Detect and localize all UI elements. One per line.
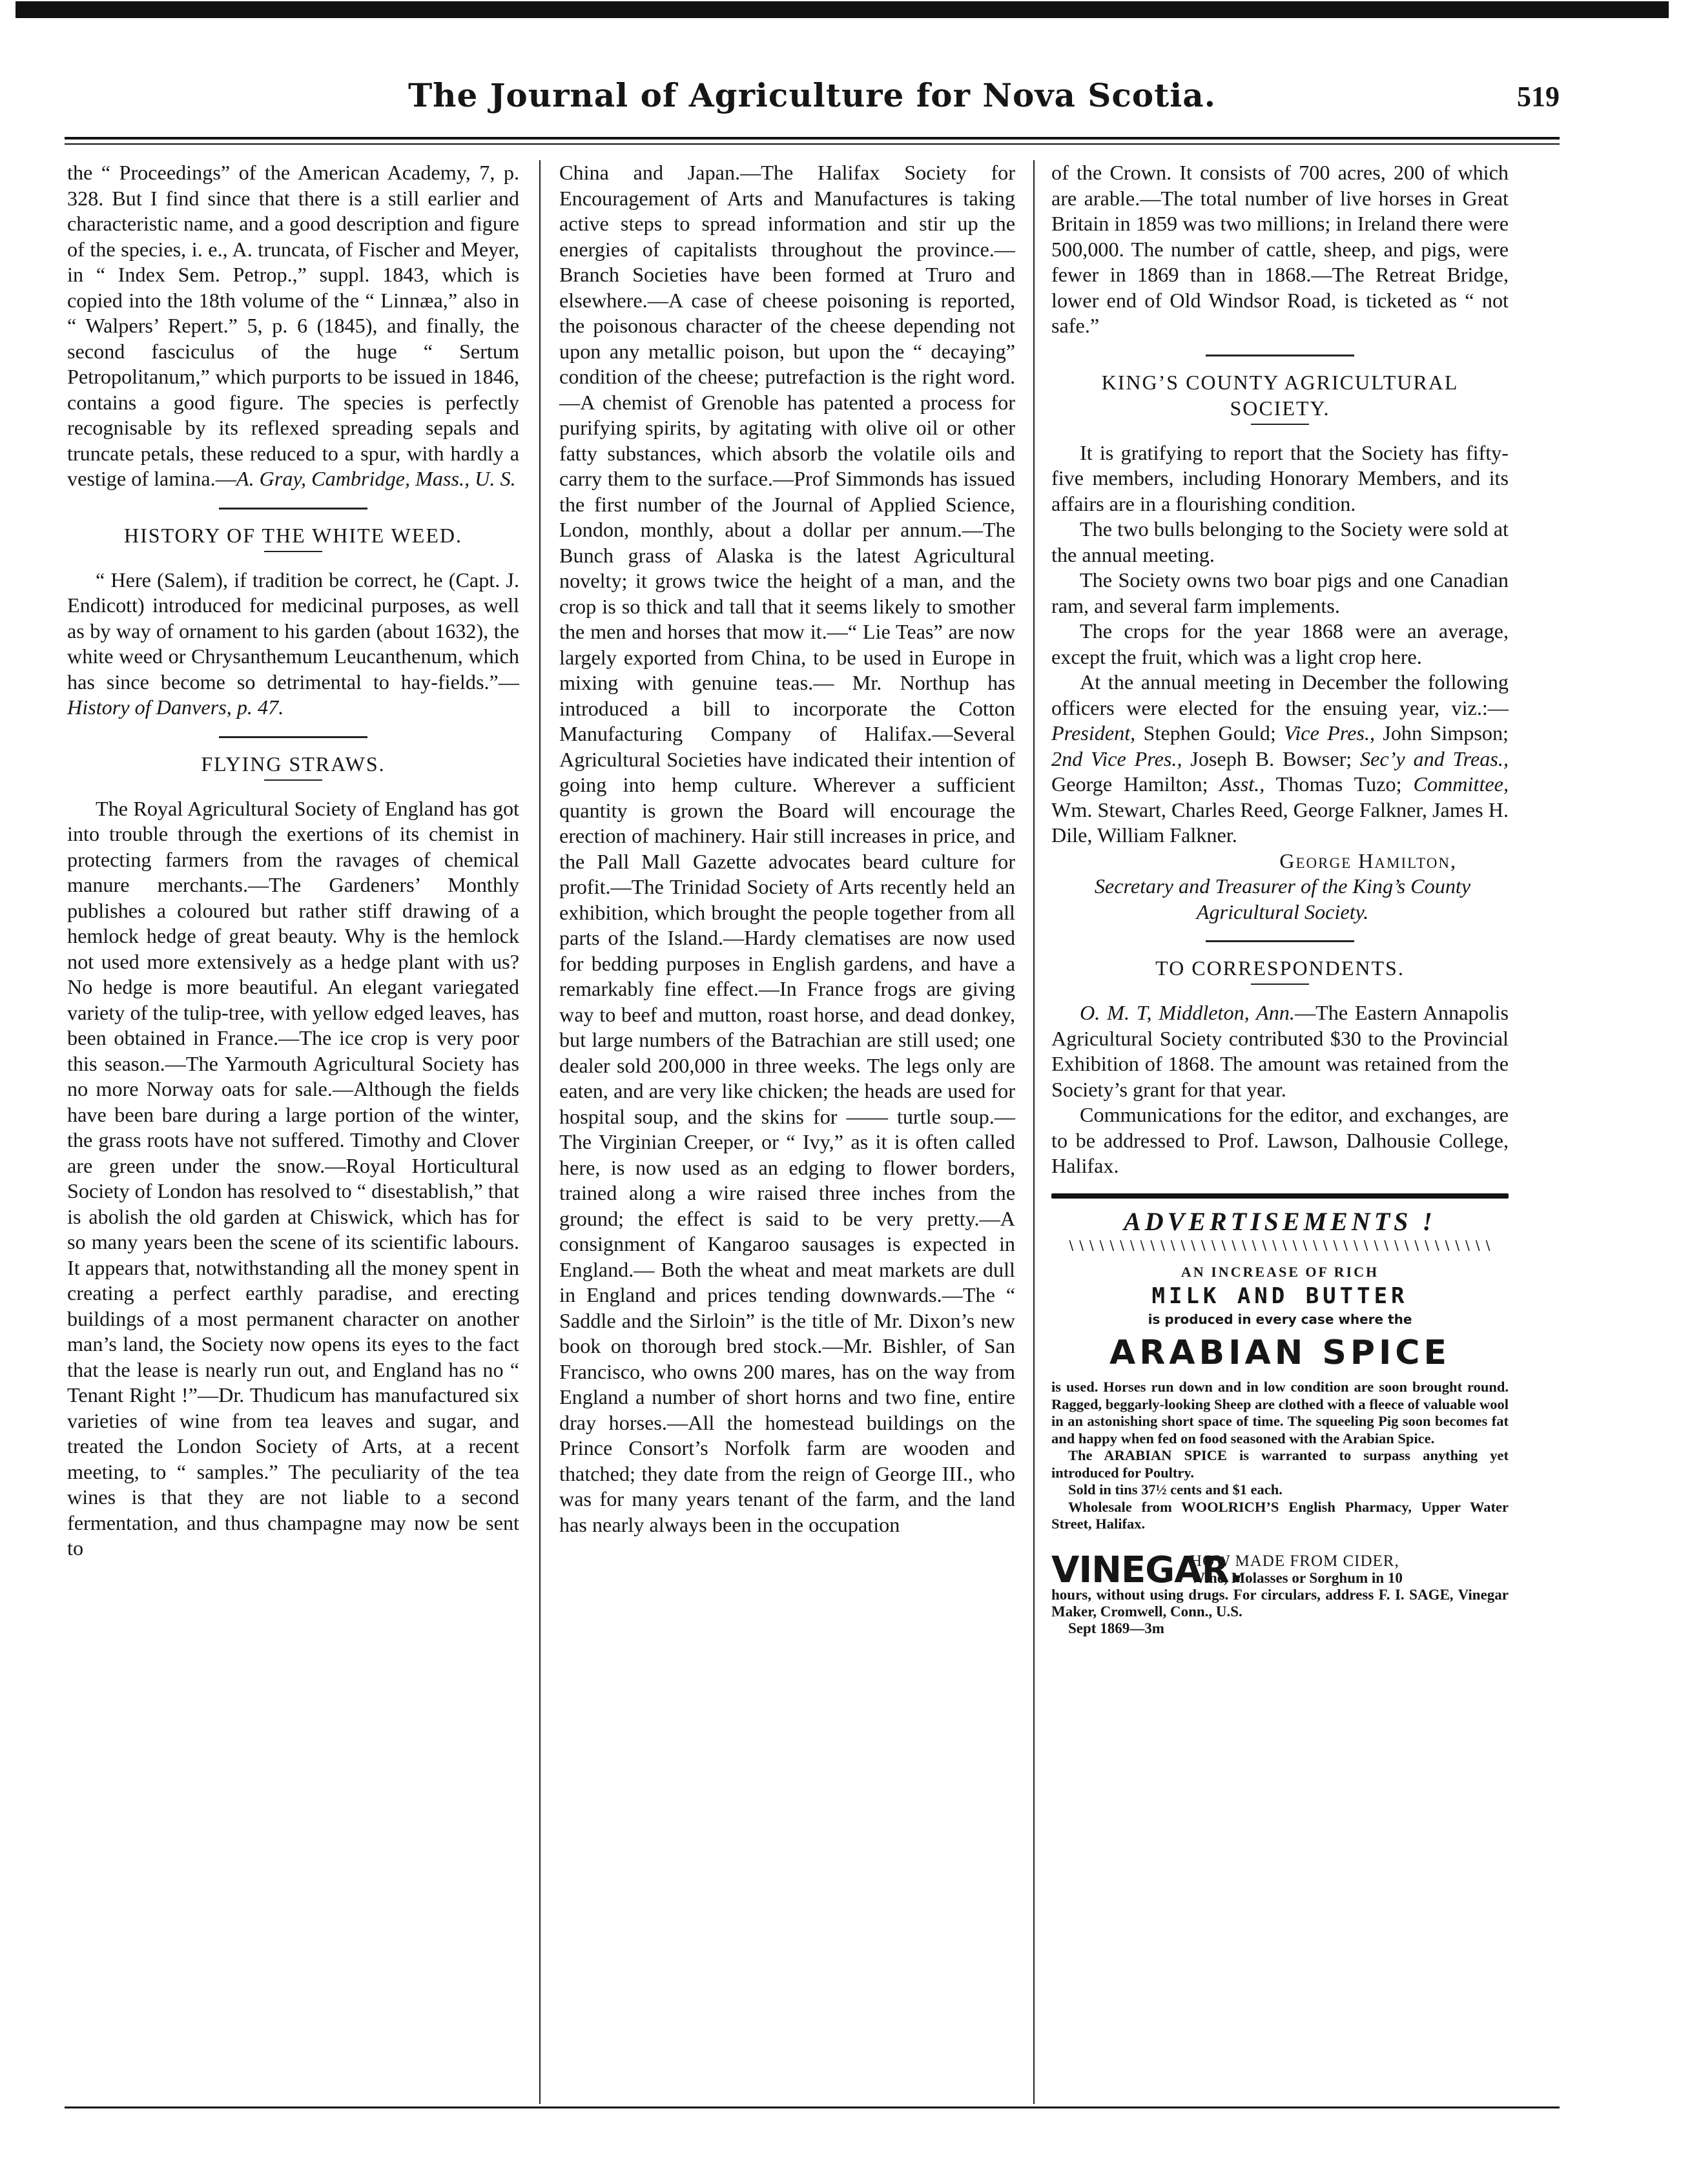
article-text: George Hamilton; bbox=[1051, 772, 1220, 796]
ad-headline: MILK AND BUTTER bbox=[1151, 1283, 1408, 1309]
article-paragraph: The crops for the year 1868 were an average, except the fruit, which was a light crop here. bbox=[1051, 619, 1509, 668]
advertisements-title: ADVERTISEMENTS ! bbox=[1124, 1206, 1436, 1236]
office-label: Sec’y and Treas., bbox=[1360, 747, 1509, 770]
signature-title: Secretary and Treasurer of the King’s County Agricultural Society. bbox=[1094, 874, 1471, 923]
article-paragraph bbox=[1051, 1000, 1509, 1102]
section-heading: FLYING STRAWS. bbox=[201, 752, 386, 776]
page-number: 519 bbox=[1517, 81, 1560, 112]
office-label: Asst., bbox=[1219, 772, 1265, 796]
office-label: 2nd Vice Pres., bbox=[1051, 747, 1182, 770]
section-separator bbox=[219, 736, 367, 738]
ad-paragraph: Sold in tins 37½ cents and $1 each. bbox=[1068, 1481, 1283, 1498]
ad-paragraph: The ARABIAN SPICE is warranted to surpass anything yet introduced for Poultry. bbox=[1051, 1447, 1509, 1481]
heading-underline bbox=[1251, 424, 1309, 425]
article-paragraph: The Royal Agricultural Society of England has got into trouble through the exertions of its chemist in protecting farmers from the ravages of chemical manure merchants.—The Gardeners’ Monthly publishes a coloured but rather stiff drawing of a hemlock hedge of great beauty. Why is the hemlock not used more extensively as a hedge plant with us? No hedge is more beautiful. An elegant variegated variety of the tulip-tree, with yellow edged leaves, has been obtained in France.—The ice crop is very poor this season.—The Yarmouth Agricultural Society has no more Norway oats for sale.—Although the fields have been bare during a large portion of the winter, the grass roots have not suffered. Timothy and Clover are green under the snow.—Royal Horticultural Society of London has resolved to “ disestablish,” that is abolish the old garden at Chiswick, which has for so many years been the scene of its scientific labours. It appears that, notwithstanding all the money spent in creating a perfect earthly paradise, and erecting buildings of a most permanent character on another man’s land, the Society now opens its eyes to the fact that the lease is nearly run out, and England has no “ Tenant Right !”—Dr. Thudicum has manufactured six varieties of wine from tea leaves and sugar, and treated the London Society of Arts, at a recent meeting, to “ samples.” The peculiarity of the tea wines is that they are not liable to a second fermentation, and thus champagne may now be sent to bbox=[67, 796, 519, 1560]
article-paragraph: of the Crown. It consists of 700 acres, 200 of which are arable.—The total number of live horses in Great Britain in 1859 was two millions; in Ireland there were 500,000. The number of cattle, sheep, and pigs, were fewer in 1869 than in 1868.—The Retreat Bridge, lower end of Old Windsor Road, is ticketed as “ not safe.” bbox=[1051, 161, 1509, 337]
vinegar-line: Wine, Molasses or Sorghum in 10 bbox=[1190, 1569, 1403, 1586]
office-label: Committee, bbox=[1413, 772, 1509, 796]
section-separator bbox=[1206, 355, 1354, 356]
section-separator bbox=[1206, 940, 1354, 942]
office-label: Vice Pres., bbox=[1284, 721, 1376, 745]
heading-underline bbox=[264, 779, 322, 781]
vinegar-subhead: HOW MADE FROM CIDER, bbox=[1190, 1552, 1399, 1570]
decorative-dash-line: ∖∖∖∖∖∖∖∖∖∖∖∖∖∖∖∖∖∖∖∖∖∖∖∖∖∖∖∖∖∖∖∖∖∖∖∖∖∖∖∖∖∖ bbox=[1066, 1239, 1494, 1253]
article-text: Joseph B. Bowser; bbox=[1182, 747, 1361, 770]
vinegar-headline: VINEGAR. bbox=[1051, 1549, 1243, 1591]
article-text: the “ Proceedings” of the American Academy, 7, p. 328. But I find since that there is a still earlier and characteristic name, and a good description and figure of the species, i. e., A. truncata, of Fischer and Meyer, in “ Index Sem. Petrop.,” suppl. 1843, which is copied into the 18th volume of the “ Linnæa,” also in “ Walpers’ Repert.” 5, p. 6 (1845), and finally, the second fasciculus of the huge “ Sertum Petropolitanum,” which purports to be issued in 1846, contains a good figure. The species is perfectly recognisable by its reflexed spreading sepals and truncate petals, these reduced to a spur, with hardly a vestige of lamina.— bbox=[67, 161, 519, 490]
article-text: Stephen Gould; bbox=[1135, 721, 1284, 745]
source-citation: History of Danvers, p. 47. bbox=[67, 695, 284, 719]
arabian-spice-ad bbox=[1051, 1262, 1509, 1533]
section-heading: TO CORRESPONDENTS. bbox=[1155, 956, 1405, 980]
article-text: At the annual meeting in December the following officers were elected for the ensuing year, viz.:— bbox=[1051, 670, 1509, 719]
ad-paragraph: is used. Horses run down and in low condition are soon brought round. Ragged, beggarly-looking Sheep are clothed with a fleece of valuable wool in an astonishing short space of time. The squeeling Pig soon becomes fat and happy when fed on food seasoned with the Arabian Spice. bbox=[1051, 1379, 1509, 1447]
column-divider bbox=[1033, 160, 1035, 2104]
vinegar-date: Sept 1869—3m bbox=[1068, 1620, 1164, 1636]
article-text: Wm. Stewart, Charles Reed, George Falkner, James H. Dile, William Falkner. bbox=[1051, 798, 1509, 847]
article-paragraph: Communications for the editor, and exchanges, are to be addressed to Prof. Lawson, Dalhousie College, Halifax. bbox=[1051, 1103, 1509, 1177]
office-label: President, bbox=[1051, 721, 1136, 745]
article-paragraph bbox=[67, 568, 519, 721]
ad-paragraph: Wholesale from WOOLRICH’S English Pharmacy, Upper Water Street, Halifax. bbox=[1051, 1498, 1509, 1532]
author-signature: A. Gray, Cambridge, Mass., U. S. bbox=[236, 467, 516, 490]
article-text: —The Eastern Annapolis Agricultural Society contributed $30 to the Provincial Exhibition of 1868. The amount was retained from the Society’s grant for that year. bbox=[1051, 1001, 1509, 1101]
journal-title: The Journal of Agriculture for Nova Scotia. bbox=[407, 76, 1217, 114]
ad-kicker: AN INCREASE OF RICH bbox=[1181, 1264, 1379, 1280]
article-text: “ Here (Salem), if tradition be correct, he (Capt. J. Endicott) introduced for medicinal purposes, as well as by way of ornament to his garden (about 1632), the white weed or Chrysanthemum Leucanthenum, which has since become so detrimental to hay-fields.”— bbox=[67, 568, 519, 694]
vinegar-ad bbox=[1051, 1549, 1509, 1637]
footer-rule bbox=[65, 2107, 1560, 2108]
column-3 bbox=[1051, 160, 1509, 1637]
article-text: John Simpson; bbox=[1375, 721, 1509, 745]
heading-underline bbox=[264, 551, 322, 552]
ad-body bbox=[1051, 1379, 1509, 1533]
section-separator bbox=[219, 508, 367, 510]
article-text: Thomas Tuzo; bbox=[1264, 772, 1414, 796]
article-paragraph: The Society owns two boar pigs and one Canadian ram, and several farm implements. bbox=[1051, 568, 1509, 617]
section-heading: HISTORY OF THE WHITE WEED. bbox=[124, 523, 462, 547]
header-rule-thin bbox=[65, 143, 1560, 145]
ad-product-name: ARABIAN SPICE bbox=[1109, 1334, 1450, 1372]
top-border-bar bbox=[15, 1, 1669, 18]
section-heading: KING’S COUNTY AGRICULTURAL SOCIETY. bbox=[1101, 370, 1459, 420]
article-paragraph: The two bulls belonging to the Society were sold at the annual meeting. bbox=[1051, 517, 1509, 566]
column-2 bbox=[559, 160, 1015, 1538]
heading-underline bbox=[1251, 984, 1309, 985]
article-paragraph bbox=[67, 160, 519, 492]
signature-name: George Hamilton, bbox=[1279, 849, 1457, 872]
officers-paragraph bbox=[1051, 670, 1509, 849]
column-divider bbox=[539, 160, 541, 2104]
ad-subline: is produced in every case where the bbox=[1148, 1312, 1412, 1327]
correspondent-name: O. M. T, Middleton, Ann. bbox=[1080, 1001, 1295, 1024]
article-paragraph: China and Japan.—The Halifax Society for Encouragement of Arts and Manufactures is taking active steps to spread information and stir up the energies of capitalists throughout the province.— Branch Societies have been formed at Truro and elsewhere.—A case of cheese poisoning is reported, the poisonous character of the cheese depending not upon any metallic poison, but upon the “ decaying” condition of the cheese; putrefaction is the right word.—A chemist of Grenoble has patented a process for purifying spirits, by agitating with olive oil or other fatty substances, which absorb the volatile oils and carry them to the surface.—Prof Simmonds has issued the first number of the Journal of Applied Science, London, monthly, about a dollar per annum.—The Bunch grass of Alaska is the latest Agricultural novelty; it grows twice the height of a man, and the crop is so thick and tall that it seems likely to smother the men and horses that mow it.—“ Lie Teas” are now largely exported from China, to be used in Europe in mixing with genuine teas.— Mr. Northup has introduced a bill to incorporate the Cotton Manufacturing Company of Halifax.—Several Agricultural Societies have indicated their intention of going into hemp culture. Wherever a sufficient quantity is grown the Board will encourage the erection of machinery. Hair still increases in price, and the Pall Mall Gazette advocates beard culture for profit.—The Trinidad Society of Arts recently held an exhibition, which brought the people together from all parts of the Island.—Hardy clematises are now used for bedding purposes in English gardens, and have a remarkably fine effect.—In France frogs are giving way to beef and mutton, roast horse, and dead donkey, but large numbers of the Batrachian are still used; one dealer sold 200,000 in three weeks. The legs only are eaten, and are very like chicken; the heads are used for hospital soup, and the skins for —— turtle soup.—The Virginian Creeper, or “ Ivy,” as it is often called here, is now used as an edging to flower borders, trained along a wire raised three inches from the ground; the effect is said to be very pretty.—A consignment of Kangaroo sausages is expected in England.— Both the wheat and meat markets are dull in England and prices tending downwards.—The “ Saddle and the Sirloin” is the title of Mr. Dixon’s new book on thorough bred stock.—Mr. Bishler, of San Francisco, who owns 200 mares, has on the way from England a number of short horns and two fine, entire dray horses.—All the homestead buildings on the Prince Consort’s Norfolk farm are wooden and thatched; they date from the reign of George III., who was for many years tenant of the farm, and the land has nearly always been in the occupation bbox=[559, 161, 1015, 1536]
advertisement-rule bbox=[1051, 1193, 1509, 1199]
article-paragraph: It is gratifying to report that the Society has fifty-five members, including Honorary Members, and its affairs are in a flourishing condition. bbox=[1051, 440, 1509, 515]
header-rule bbox=[65, 137, 1560, 139]
column-1 bbox=[67, 160, 519, 1561]
vinegar-line: hours, without using drugs. For circulars, address F. I. SAGE, Vinegar Maker, Cromwell, Conn., U.S. bbox=[1051, 1586, 1509, 1620]
page-header bbox=[65, 76, 1560, 134]
